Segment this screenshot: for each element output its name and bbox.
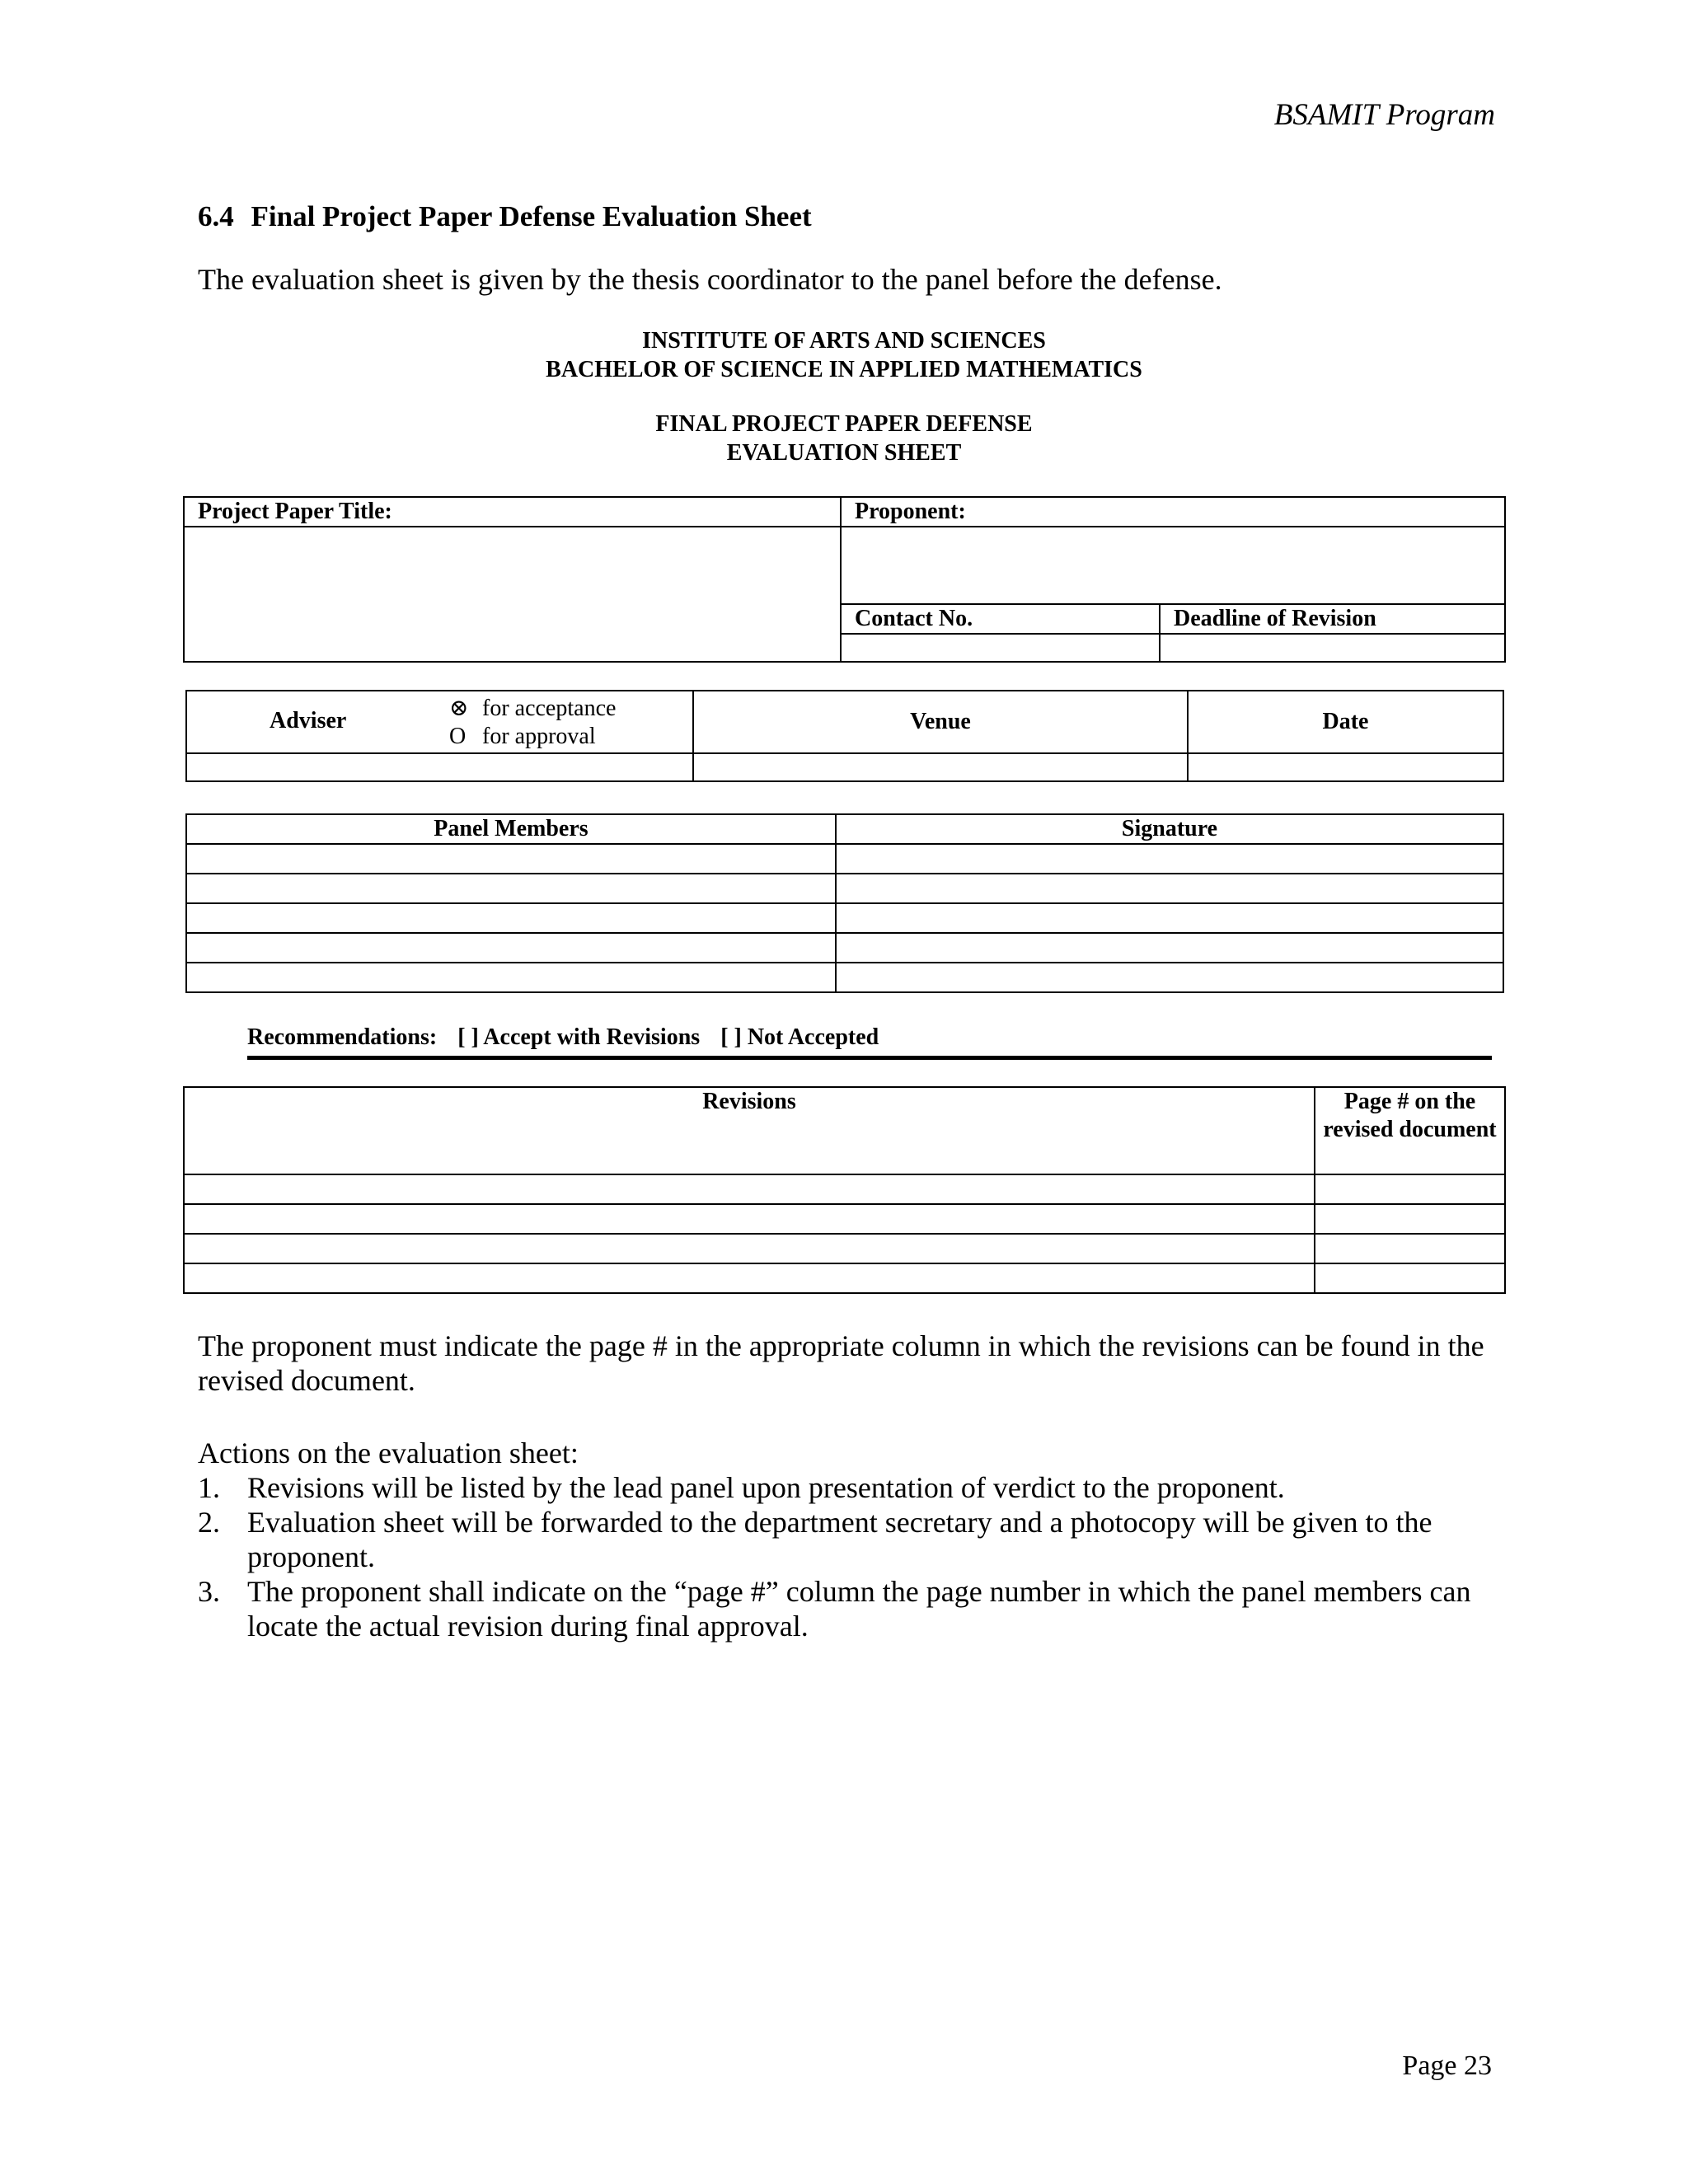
panel-member-field[interactable] bbox=[186, 903, 836, 933]
page-number-field[interactable] bbox=[1315, 1234, 1505, 1263]
date-field[interactable] bbox=[1188, 753, 1503, 781]
form-title bbox=[0, 410, 1688, 467]
signature-field[interactable] bbox=[836, 903, 1503, 933]
page-number-field[interactable] bbox=[1315, 1204, 1505, 1234]
adviser-table bbox=[185, 690, 1504, 782]
section-number: 6.4 bbox=[198, 200, 234, 232]
signature-field[interactable] bbox=[836, 963, 1503, 992]
list-text: Evaluation sheet will be forwarded to the department secretary and a photocopy will be given to the proponent. bbox=[247, 1506, 1432, 1573]
not-accepted-option[interactable]: [ ] Not Accepted bbox=[720, 1024, 879, 1050]
degree-name: BACHELOR OF SCIENCE IN APPLIED MATHEMATICS bbox=[546, 357, 1142, 382]
table-row bbox=[186, 844, 1503, 874]
deadline-label: Deadline of Revision bbox=[1160, 604, 1505, 634]
adviser-label: Adviser bbox=[270, 708, 347, 733]
revisions-label: Revisions bbox=[184, 1087, 1315, 1174]
revision-field[interactable] bbox=[184, 1204, 1315, 1234]
deadline-field[interactable] bbox=[1160, 634, 1505, 662]
revisions-table bbox=[183, 1086, 1506, 1294]
adviser-header-cell bbox=[186, 691, 693, 753]
option-approval[interactable]: O for approval bbox=[449, 724, 596, 749]
revision-field[interactable] bbox=[184, 1174, 1315, 1204]
page-number-column-label: Page # on the revised document bbox=[1315, 1087, 1505, 1174]
signature-label: Signature bbox=[836, 814, 1503, 844]
recommendations-line bbox=[247, 1024, 1492, 1060]
proponent-note: The proponent must indicate the page # in the appropriate column in which the revisions can be found in the revised document. bbox=[198, 1329, 1484, 1397]
table-row bbox=[186, 933, 1503, 963]
empty-circle-icon: O bbox=[449, 724, 467, 749]
table-row bbox=[184, 1204, 1505, 1234]
panel-members-label: Panel Members bbox=[186, 814, 836, 844]
panel-member-field[interactable] bbox=[186, 933, 836, 963]
list-text: The proponent shall indicate on the “page #” column the page number in which the panel members can locate the actual revision during final approval. bbox=[247, 1575, 1471, 1643]
contact-no-label: Contact No. bbox=[841, 604, 1160, 634]
table-row bbox=[186, 874, 1503, 903]
list-text: Revisions will be listed by the lead panel upon presentation of verdict to the proponent. bbox=[247, 1471, 1285, 1504]
panel-member-field[interactable] bbox=[186, 874, 836, 903]
project-title-label: Project Paper Title: bbox=[184, 497, 841, 527]
signature-field[interactable] bbox=[836, 933, 1503, 963]
revision-field[interactable] bbox=[184, 1263, 1315, 1293]
adviser-options bbox=[449, 695, 616, 751]
list-item bbox=[198, 1505, 1500, 1574]
institute-name: INSTITUTE OF ARTS AND SCIENCES bbox=[642, 328, 1046, 354]
option-acceptance[interactable]: ⊗ for acceptance bbox=[449, 696, 617, 721]
section-heading bbox=[198, 200, 812, 233]
intro-paragraph: The evaluation sheet is given by the thesis coordinator to the panel before the defense. bbox=[198, 263, 1222, 296]
date-label: Date bbox=[1188, 691, 1503, 753]
signature-field[interactable] bbox=[836, 844, 1503, 874]
panel-member-field[interactable] bbox=[186, 963, 836, 992]
running-header: BSAMIT Program bbox=[1273, 98, 1495, 132]
form-title-line-1: FINAL PROJECT PAPER DEFENSE bbox=[655, 411, 1033, 437]
actions-heading: Actions on the evaluation sheet: bbox=[198, 1436, 579, 1469]
proponent-field[interactable] bbox=[841, 527, 1505, 604]
list-number: 1. bbox=[198, 1471, 220, 1504]
table-row bbox=[186, 963, 1503, 992]
venue-label: Venue bbox=[693, 691, 1188, 753]
contact-no-field[interactable] bbox=[841, 634, 1160, 662]
revision-field[interactable] bbox=[184, 1234, 1315, 1263]
page-number: Page 23 bbox=[1402, 2050, 1492, 2081]
table-row bbox=[184, 1263, 1505, 1293]
project-title-field[interactable] bbox=[184, 527, 841, 662]
recommendations-label: Recommendations: bbox=[247, 1024, 438, 1050]
table-row bbox=[186, 903, 1503, 933]
list-number: 2. bbox=[198, 1506, 220, 1539]
page-number-field[interactable] bbox=[1315, 1174, 1505, 1204]
project-info-table bbox=[183, 496, 1506, 663]
list-number: 3. bbox=[198, 1575, 220, 1608]
page-number-field[interactable] bbox=[1315, 1263, 1505, 1293]
actions-list bbox=[198, 1470, 1500, 1643]
panel-members-table bbox=[185, 813, 1504, 993]
section-title-text: Final Project Paper Defense Evaluation Sheet bbox=[251, 200, 812, 232]
checked-circle-icon: ⊗ bbox=[449, 696, 469, 721]
list-item bbox=[198, 1470, 1500, 1505]
signature-field[interactable] bbox=[836, 874, 1503, 903]
table-row bbox=[184, 1174, 1505, 1204]
table-row bbox=[184, 1234, 1505, 1263]
list-item bbox=[198, 1574, 1500, 1643]
venue-field[interactable] bbox=[693, 753, 1188, 781]
form-title-line-2: EVALUATION SHEET bbox=[726, 440, 962, 466]
accept-with-revisions-option[interactable]: [ ] Accept with Revisions bbox=[457, 1024, 701, 1050]
adviser-field[interactable] bbox=[186, 753, 693, 781]
panel-member-field[interactable] bbox=[186, 844, 836, 874]
proponent-label: Proponent: bbox=[841, 497, 1505, 527]
institution-heading bbox=[0, 326, 1688, 384]
